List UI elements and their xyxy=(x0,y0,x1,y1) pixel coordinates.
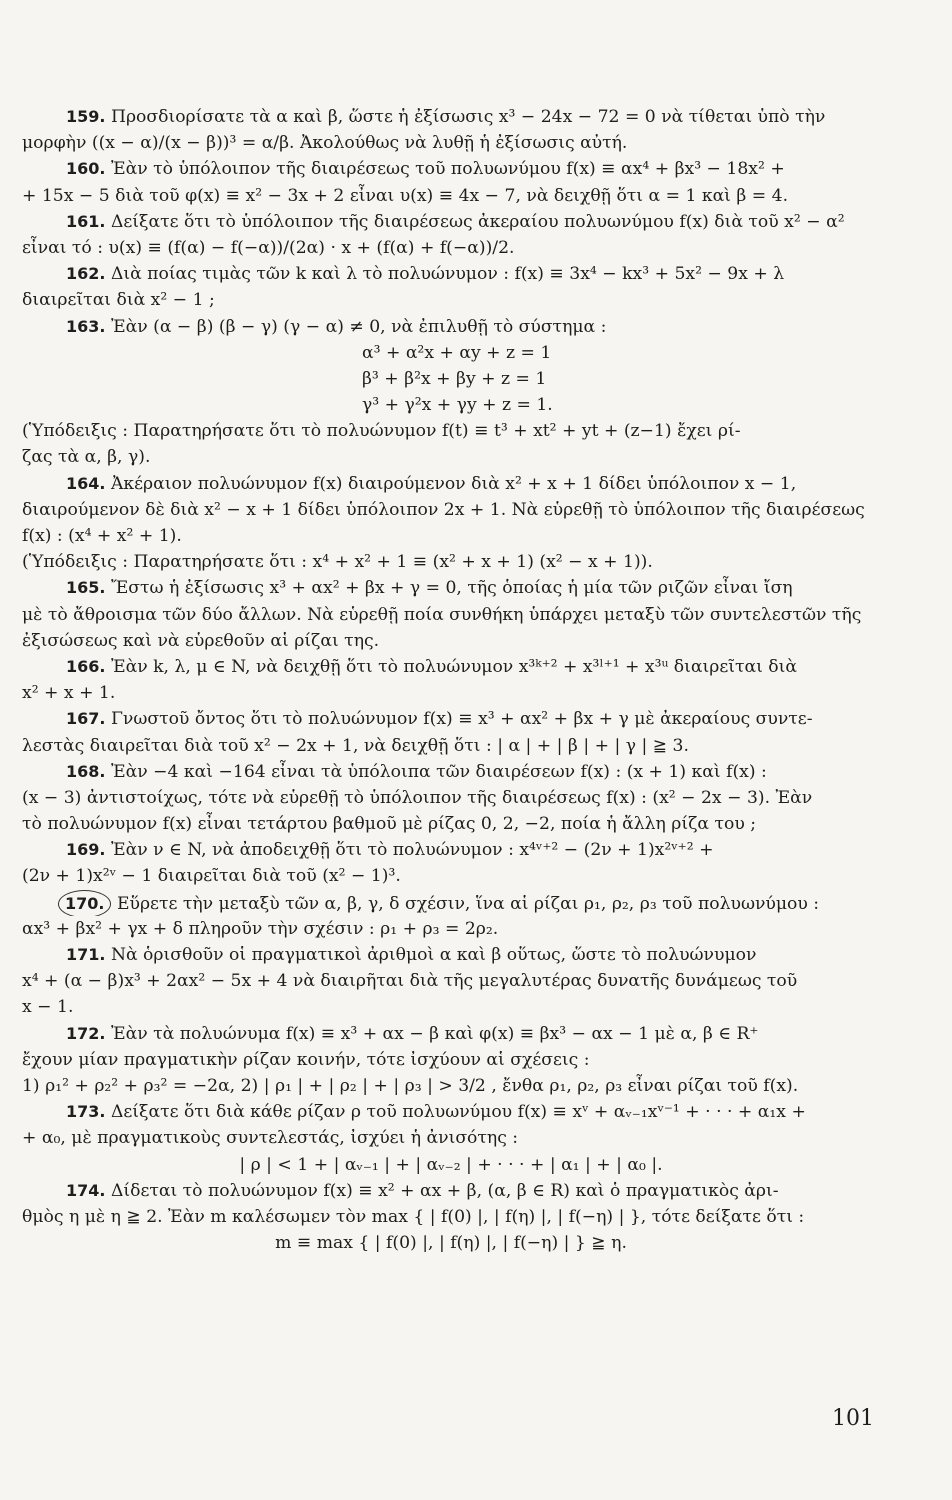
exercise-number: 164. xyxy=(66,473,106,493)
exercise-first-line xyxy=(22,1099,880,1125)
exercise-number: 168. xyxy=(66,761,106,781)
line-text: γ³ + γ²x + γy + z = 1. xyxy=(362,395,553,416)
line-text: ἐξισώσεως καὶ νὰ εὑρεθοῦν αἱ ρίζαι της. xyxy=(22,630,380,651)
exercise-first-line xyxy=(22,314,880,340)
text-line xyxy=(22,366,880,392)
line-text: | ρ | < 1 + | αᵥ₋₁ | + | αᵥ₋₂ | + · · · + | α₁ | + | α₀ |. xyxy=(239,1154,663,1175)
exercise-first-line xyxy=(22,156,880,182)
exercise-first-line xyxy=(22,261,880,287)
text-line xyxy=(22,287,880,313)
exercise-first-line xyxy=(22,837,880,863)
page-number: 101 xyxy=(832,1406,874,1431)
exercise-first-line xyxy=(22,706,880,732)
line-text: m ≡ max { | f(0) |, | f(η) |, | f(−η) | } ≧ η. xyxy=(275,1233,627,1254)
exercise-number: 170. xyxy=(58,890,111,916)
line-text: μὲ τὸ ἄθροισμα τῶν δύο ἄλλων. Νὰ εὑρεθῇ ποία συνθήκη ὑπάρχει μεταξὺ τῶν συντελεστῶν τῆς xyxy=(22,604,862,625)
exercise-first-line xyxy=(22,471,880,497)
text-line xyxy=(22,863,880,889)
line-text: (Ὑπόδειξις : Παρατηρήσατε ὅτι : x⁴ + x² + 1 ≡ (x² + x + 1) (x² − x + 1)). xyxy=(22,552,653,573)
exercise-number: 174. xyxy=(66,1180,106,1200)
line-text: (x − 3) ἀντιστοίχως, τότε νὰ εὑρεθῇ τὸ ὑπόλοιπον τῆς διαιρέσεως f(x) : (x² − 2x − 3). Ἐὰν xyxy=(22,787,813,808)
line-text: + α₀, μὲ πραγματικοὺς συντελεστάς, ἰσχύει ἡ ἀνισότης : xyxy=(22,1128,519,1149)
line-text: Διὰ ποίας τιμὰς τῶν k καὶ λ τὸ πολυώνυμον : f(x) ≡ 3x⁴ − kx³ + 5x² − 9x + λ xyxy=(110,264,785,285)
line-text: Δείξατε ὅτι διὰ κάθε ρίζαν ρ τοῦ πολυωνύμου f(x) ≡ xᵛ + αᵥ₋₁xᵛ⁻¹ + · · · + α₁x + xyxy=(110,1102,806,1123)
text-line xyxy=(22,549,880,575)
line-text: Ἐὰν −4 καὶ −164 εἶναι τὰ ὑπόλοιπα τῶν διαιρέσεων f(x) : (x + 1) καὶ f(x) : xyxy=(110,761,767,782)
text-line xyxy=(22,523,880,549)
line-text: Ἀκέραιον πολυώνυμον f(x) διαιρούμενον διὰ x² + x + 1 δίδει ὑπόλοιπον x − 1, xyxy=(110,473,797,494)
line-text: λεστὰς διαιρεῖται διὰ τοῦ x² − 2x + 1, νὰ δειχθῇ ὅτι : | α | + | β | + | γ | ≧ 3. xyxy=(22,735,689,756)
text-line xyxy=(22,680,880,706)
text-line xyxy=(22,392,880,418)
line-text: Ἐὰν ν ∈ N, νὰ ἀποδειχθῇ ὅτι τὸ πολυώνυμον : x⁴ᵛ⁺² − (2ν + 1)x²ᵛ⁺² + xyxy=(110,840,714,861)
exercise-first-line xyxy=(22,1178,880,1204)
exercise-first-line xyxy=(22,575,880,601)
text-line xyxy=(22,1204,880,1230)
exercise-first-line xyxy=(22,942,880,968)
text-line xyxy=(22,785,880,811)
exercise-number: 163. xyxy=(66,316,106,336)
exercise-first-line xyxy=(22,759,880,785)
exercise-number: 172. xyxy=(66,1023,106,1043)
text-line xyxy=(22,340,880,366)
exercise-first-line xyxy=(22,654,880,680)
text-line xyxy=(22,968,880,994)
line-text: (2ν + 1)x²ᵛ − 1 διαιρεῖται διὰ τοῦ (x² − 1)³. xyxy=(22,866,401,887)
text-line xyxy=(22,1047,880,1073)
exercise-first-line xyxy=(22,209,880,235)
line-text: ἔχουν μίαν πραγματικὴν ρίζαν κοινήν, τότε ἰσχύουν αἱ σχέσεις : xyxy=(22,1049,590,1070)
line-text: Εὕρετε τὴν μεταξὺ τῶν α, β, γ, δ σχέσιν, ἵνα αἱ ρίζαι ρ₁, ρ₂, ρ₃ τοῦ πολυωνύμου : xyxy=(116,893,820,914)
text-line xyxy=(22,130,880,156)
exercise-number: 169. xyxy=(66,840,106,860)
exercise-number: 161. xyxy=(66,211,106,231)
text-line xyxy=(22,994,880,1020)
line-text: (Ὑπόδειξις : Παρατηρήσατε ὅτι τὸ πολυώνυμον f(t) ≡ t³ + xt² + yt + (z−1) ἔχει ρί- xyxy=(22,421,741,442)
exercise-first-line xyxy=(22,1021,880,1047)
exercise-number: 167. xyxy=(66,709,106,729)
text-line xyxy=(22,811,880,837)
line-text: Νὰ ὁρισθοῦν οἱ πραγματικοὶ ἀριθμοὶ α καὶ β οὕτως, ὥστε τὸ πολυώνυμον xyxy=(110,945,757,965)
line-text: Ἐὰν (α − β) (β − γ) (γ − α) ≠ 0, νὰ ἐπιλυθῇ τὸ σύστημα : xyxy=(110,316,607,337)
text-line xyxy=(22,444,880,470)
exercise-number: 159. xyxy=(66,107,106,126)
line-text: ζας τὰ α, β, γ). xyxy=(22,447,151,468)
line-text: τὸ πολυώνυμον f(x) εἶναι τετάρτου βαθμοῦ μὲ ρίζας 0, 2, −2, ποία ἡ ἄλλη ρίζα του ; xyxy=(22,814,757,835)
line-text: α³ + α²x + αy + z = 1 xyxy=(362,342,552,363)
line-text: f(x) : (x⁴ + x² + 1). xyxy=(22,526,182,546)
line-text: + 15x − 5 διὰ τοῦ φ(x) ≡ x² − 3x + 2 εἶναι υ(x) ≡ 4x − 7, νὰ δειχθῇ ὅτι α = 1 καὶ β = 4. xyxy=(22,185,789,206)
text-line xyxy=(22,602,880,628)
line-text: Δείξατε ὅτι τὸ ὑπόλοιπον τῆς διαιρέσεως ἀκεραίου πολυωνύμου f(x) διὰ τοῦ x² − α² xyxy=(110,211,845,232)
line-text: διαιρούμενον δὲ διὰ x² − x + 1 δίδει ὑπόλοιπον 2x + 1. Νὰ εὑρεθῇ τὸ ὑπόλοιπον τῆς διαιρέσεως xyxy=(22,499,865,520)
line-text: εἶναι τό : υ(x) ≡ (f(α) − f(−α))/(2α) · x + (f(α) + f(−α))/2. xyxy=(22,237,515,258)
line-text: θμὸς η μὲ η ≧ 2. Ἐὰν m καλέσωμεν τὸν max { | f(0) |, | f(η) |, | f(−η) | }, τότε δείξατε ὅτι : xyxy=(22,1206,805,1227)
exercise-text xyxy=(22,104,880,1256)
text-line xyxy=(22,235,880,261)
line-text: Ἐὰν τὸ ὑπόλοιπον τῆς διαιρέσεως τοῦ πολυωνύμου f(x) ≡ αx⁴ + βx³ − 18x² + xyxy=(110,159,785,180)
text-line xyxy=(22,733,880,759)
line-text: Προσδιορίσατε τὰ α καὶ β, ὥστε ἡ ἐξίσωσις x³ − 24x − 72 = 0 νὰ τίθεται ὑπὸ τὴν xyxy=(110,107,826,127)
line-text: Ἔστω ἡ ἐξίσωσις x³ + αx² + βx + γ = 0, τῆς ὁποίας ἡ μία τῶν ριζῶν εἶναι ἴση xyxy=(110,578,793,599)
exercise-number: 160. xyxy=(66,159,106,179)
text-line xyxy=(22,1152,880,1178)
text-line xyxy=(22,916,880,942)
exercise-number: 162. xyxy=(66,264,106,284)
exercise-number: 173. xyxy=(66,1102,106,1122)
exercise-number: 166. xyxy=(66,656,106,676)
text-line xyxy=(22,1230,880,1256)
line-text: Ἐὰν k, λ, μ ∈ N, νὰ δειχθῇ ὅτι τὸ πολυώνυμον x³ᵏ⁺² + x³ˡ⁺¹ + x³ᵘ διαιρεῖται διὰ xyxy=(110,656,798,677)
exercise-first-line xyxy=(22,104,880,130)
line-text: Δίδεται τὸ πολυώνυμον f(x) ≡ x² + αx + β, (α, β ∈ R) καὶ ὁ πραγματικὸς ἀρι- xyxy=(110,1180,779,1201)
line-text: διαιρεῖται διὰ x² − 1 ; xyxy=(22,290,215,311)
line-text: Γνωστοῦ ὄντος ὅτι τὸ πολυώνυμον f(x) ≡ x³ + αx² + βx + γ μὲ ἀκεραίους συντε- xyxy=(110,709,813,730)
line-text: x − 1. xyxy=(22,997,74,1018)
line-text: Ἐὰν τὰ πολυώνυμα f(x) ≡ x³ + αx − β καὶ φ(x) ≡ βx³ − αx − 1 μὲ α, β ∈ R⁺ xyxy=(110,1023,759,1044)
text-line xyxy=(22,497,880,523)
line-text: μορφὴν ((x − α)/(x − β))³ = α/β. Ἀκολούθως νὰ λυθῇ ἡ ἐξίσωσις αὐτή. xyxy=(22,133,628,154)
text-line xyxy=(22,183,880,209)
line-text: x⁴ + (α − β)x³ + 2αx² − 5x + 4 νὰ διαιρῆται διὰ τῆς μεγαλυτέρας δυνατῆς δυνάμεως τοῦ xyxy=(22,971,798,992)
line-text: αx³ + βx² + γx + δ πληροῦν τὴν σχέσιν : ρ₁ + ρ₃ = 2ρ₂. xyxy=(22,918,499,939)
text-line xyxy=(22,1073,880,1099)
line-text: x² + x + 1. xyxy=(22,683,116,704)
text-line xyxy=(22,418,880,444)
text-line xyxy=(22,1125,880,1151)
line-text: 1) ρ₁² + ρ₂² + ρ₃² = −2α, 2) | ρ₁ | + | ρ₂ | + | ρ₃ | > 3/2 , ἔνθα ρ₁, ρ₂, ρ₃ εἶναι ρίζαι τοῦ f(x). xyxy=(22,1075,799,1096)
exercise-number: 165. xyxy=(66,578,106,598)
line-text: β³ + β²x + βy + z = 1 xyxy=(362,368,547,389)
text-line xyxy=(22,628,880,654)
exercise-number: 171. xyxy=(66,945,106,964)
exercise-first-line xyxy=(22,890,880,916)
